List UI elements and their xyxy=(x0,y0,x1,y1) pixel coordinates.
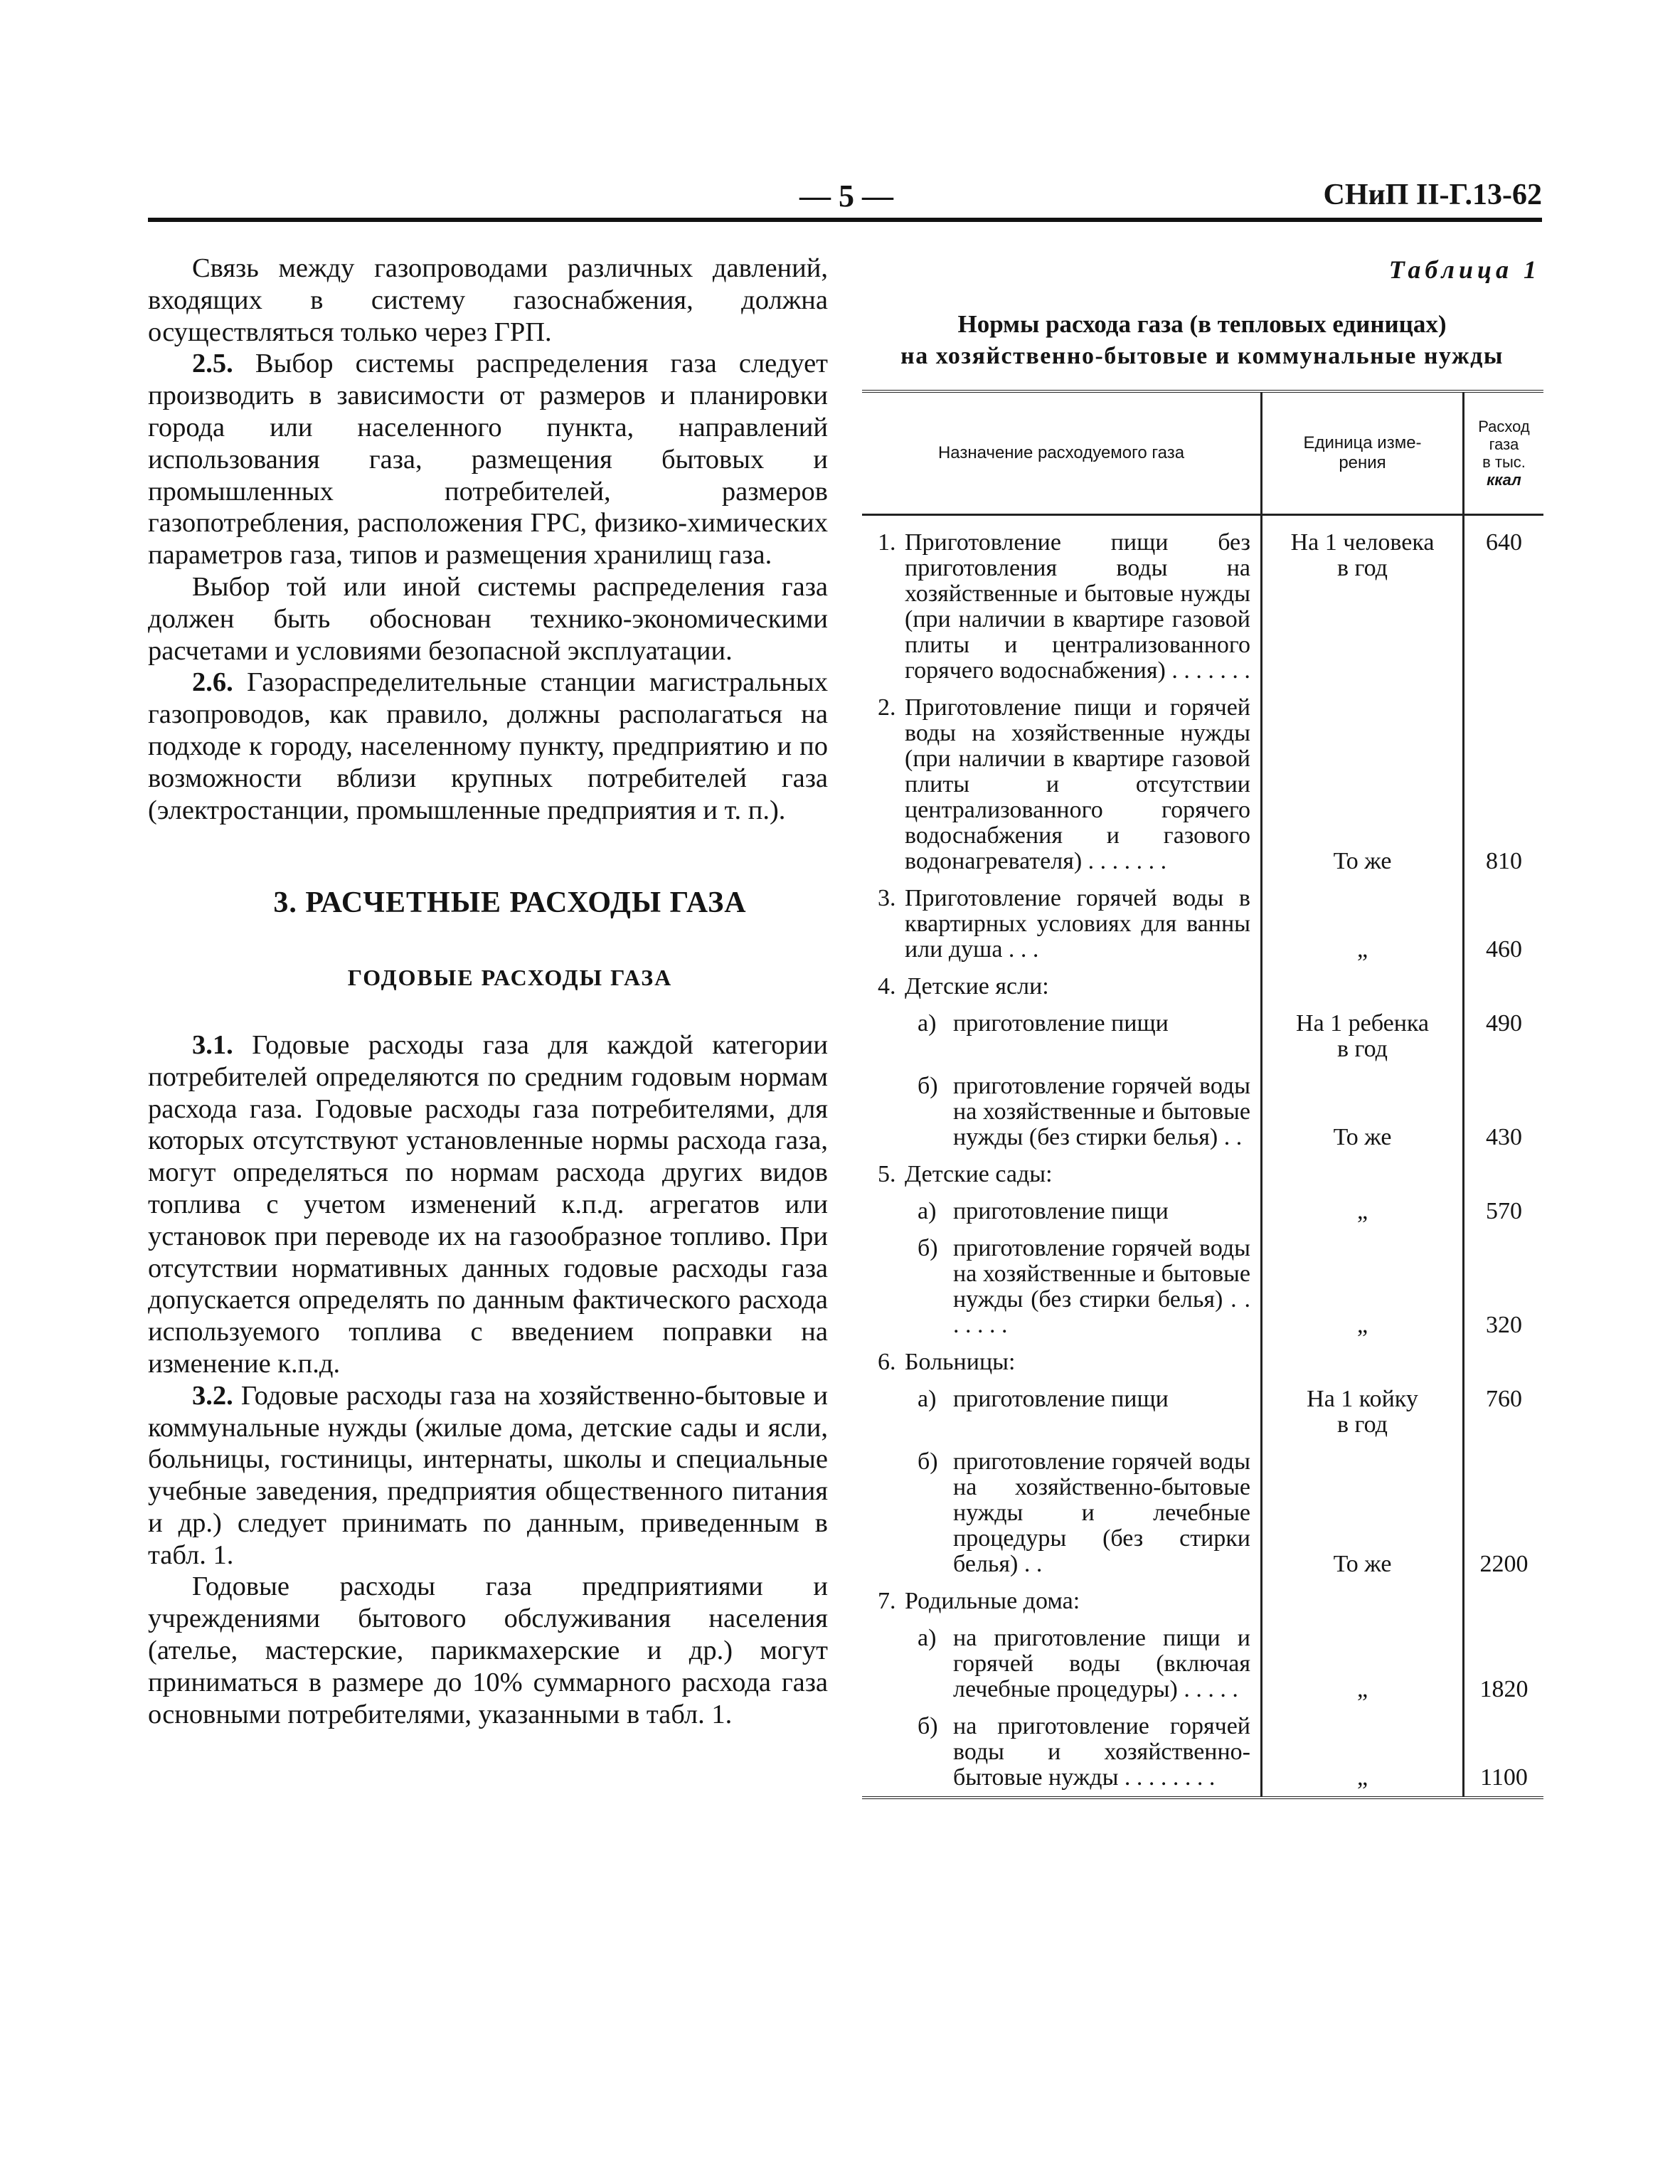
unit-text-line2: в год xyxy=(1337,1036,1388,1062)
item-number: а) xyxy=(918,1198,937,1224)
consumption-value: 1820 xyxy=(1479,1676,1529,1702)
section-title: 3. РАСЧЕТНЫЕ РАСХОДЫ ГАЗА xyxy=(273,886,747,920)
table-row xyxy=(862,1381,1543,1443)
table-row xyxy=(862,1068,1543,1156)
cell-purpose xyxy=(862,1193,1260,1230)
cell-purpose xyxy=(862,1005,1260,1068)
cell-unit xyxy=(1260,1381,1462,1443)
gas-norms-table xyxy=(862,390,1543,1799)
item-number: б) xyxy=(918,1448,938,1475)
consumption-value: 430 xyxy=(1486,1124,1522,1150)
cell-purpose xyxy=(862,1344,1260,1381)
header-gap xyxy=(862,516,1543,524)
unit-text: На 1 ребенка xyxy=(1296,1010,1429,1037)
item-number: 5. xyxy=(878,1161,896,1187)
cell-unit xyxy=(1260,1193,1462,1230)
paragraph-2-6 xyxy=(148,667,828,826)
item-text: Приготовление пищи и горячей воды на хозяйственные нужды (при наличии в квартире газовой плиты и отсутствии централизованного горячего водоснабжения и газового водонагревателя) . . . . . . . xyxy=(905,694,1250,874)
cell-value xyxy=(1462,1193,1543,1230)
cell-value xyxy=(1462,1005,1543,1068)
cell-purpose xyxy=(862,1443,1260,1583)
cell-purpose xyxy=(862,1708,1260,1796)
table-row xyxy=(862,1344,1543,1381)
table-row xyxy=(862,1443,1543,1583)
unit-text: На 1 человека xyxy=(1290,529,1435,556)
paragraph-3-1 xyxy=(148,1029,828,1380)
item-number: б) xyxy=(918,1235,938,1261)
header-unit: Единица изме- рения xyxy=(1260,393,1462,514)
item-text: Детские ясли: xyxy=(905,973,1049,1000)
item-text: приготовление пищи xyxy=(953,1386,1169,1412)
item-number: 1. xyxy=(878,529,896,556)
table-row xyxy=(862,1156,1543,1193)
cell-unit xyxy=(1260,1005,1462,1068)
item-text: Больницы: xyxy=(905,1349,1016,1375)
cell-unit xyxy=(1260,1443,1462,1583)
cell-value xyxy=(1462,1620,1543,1708)
paragraph-text: Газораспределительные станции магистральных газопроводов, как правило, должны располагаться на подходе к городу, населенному пункту, предприятию и по возможности вблизи крупных потребителей газа (электростанции, промышленные предприятия и т. п.). xyxy=(148,667,828,825)
cell-purpose xyxy=(862,1230,1260,1344)
paragraph-system-choice: Выбор той или иной системы распределения газа должен быть обоснован технико-экономическими расчетами и условиями безопасной эксплуатации. xyxy=(148,571,828,666)
header-divider xyxy=(148,218,1542,222)
cell-value xyxy=(1462,880,1543,968)
unit-text: „ xyxy=(1356,1764,1368,1791)
unit-text: „ xyxy=(1356,1676,1368,1702)
paragraph-text: Годовые расходы газа на хозяйственно-бытовые и коммунальные нужды (жилые дома, детские сады и ясли, больницы, гостиницы, интернаты, школы и специальные учебные заведения, предприятия общественного питания и др.) следует принимать по данным, приведенным в табл. 1. xyxy=(148,1380,828,1570)
item-number: а) xyxy=(918,1010,937,1037)
item-text: приготовление горячей воды на хозяйственно-бытовые нужды и лечебные процедуры (без стирки белья) . . xyxy=(953,1448,1250,1577)
item-text: приготовление пищи xyxy=(953,1198,1169,1224)
page-number: — 5 — xyxy=(799,179,893,213)
cell-purpose xyxy=(862,1156,1260,1193)
table-header-row xyxy=(862,390,1543,516)
item-text: на приготовление горячей воды и хозяйственно-бытовые нужды . . . . . . . . xyxy=(953,1713,1250,1791)
table-label: Таблица 1 xyxy=(1388,255,1541,284)
item-text: Приготовление пищи без приготовления воды на хозяйственные и бытовые нужды (при наличии в квартире газовой плиты и централизованного горячего водоснабжения) . . . . . . . xyxy=(905,529,1250,684)
cell-value xyxy=(1462,1344,1543,1381)
clause-number: 2.6. xyxy=(192,667,233,698)
cell-value xyxy=(1462,1068,1543,1156)
cell-value xyxy=(1462,968,1543,1005)
consumption-value: 320 xyxy=(1486,1312,1522,1338)
table-row xyxy=(862,689,1543,880)
header-purpose: Назначение расходуемого газа xyxy=(937,443,1185,462)
item-text: Детские сады: xyxy=(905,1161,1053,1187)
table-body xyxy=(862,524,1543,1796)
item-number: 7. xyxy=(878,1588,896,1614)
unit-text: То же xyxy=(1333,1551,1392,1577)
item-number: 3. xyxy=(878,885,896,911)
consumption-value: 570 xyxy=(1486,1198,1522,1224)
consumption-value: 490 xyxy=(1486,1010,1522,1037)
item-text: на приготовление пищи и горячей воды (включая лечебные процедуры) . . . . . xyxy=(953,1625,1250,1702)
paragraph-3-2 xyxy=(148,1380,828,1571)
item-number: 6. xyxy=(878,1349,896,1375)
cell-value xyxy=(1462,1583,1543,1620)
consumption-value: 640 xyxy=(1486,529,1522,556)
clause-number: 3.2. xyxy=(192,1380,233,1411)
cell-purpose xyxy=(862,968,1260,1005)
table-row xyxy=(862,1193,1543,1230)
consumption-value: 460 xyxy=(1486,936,1522,963)
paragraph-text: Годовые расходы газа для каждой категории потребителей определяются по средним годовым нормам расхода газа. Годовые расходы газа потребителями, для которых отсутствуют установленные нормы расхода газа, могут определяться по нормам расхода других видов топлива с учетом изменений к.п.д. агрегатов или установок при переводе их на газообразное топливо. При отсутствии нормативных данных годовые расходы газа допускается определять по данным фактического расхода используемого топлива с введением поправки на изменение к.п.д. xyxy=(148,1029,828,1379)
cell-purpose xyxy=(862,1583,1260,1620)
cell-value xyxy=(1462,689,1543,880)
paragraph-services: Годовые расходы газа предприятиями и учреждениями бытового обслуживания населения (ателье, мастерские, парикмахерские и др.) могут приниматься в размере до 10% суммарного расхода газа основными потребителями, указанными в табл. 1. xyxy=(148,1571,828,1729)
cell-value xyxy=(1462,1381,1543,1443)
paragraph-grp-connection: Связь между газопроводами различных давлений, входящих в систему газоснабжения, должна осуществляться только через ГРП. xyxy=(148,253,828,347)
table-row xyxy=(862,1230,1543,1344)
cell-unit xyxy=(1260,1156,1462,1193)
item-number: б) xyxy=(918,1073,938,1099)
item-text: приготовление пищи xyxy=(953,1010,1169,1037)
clause-number: 2.5. xyxy=(192,349,233,379)
unit-text: На 1 койку xyxy=(1307,1386,1418,1412)
clause-number: 3.1. xyxy=(192,1029,233,1060)
unit-text-line2: в год xyxy=(1337,1411,1388,1438)
cell-unit xyxy=(1260,1583,1462,1620)
item-number: а) xyxy=(918,1386,937,1412)
table-row xyxy=(862,1005,1543,1068)
cell-value xyxy=(1462,524,1543,689)
left-column-text xyxy=(148,253,828,1730)
cell-value xyxy=(1462,1443,1543,1583)
item-text: Приготовление горячей воды в квартирных условиях для ванны или душа . . . xyxy=(905,885,1250,963)
table-row xyxy=(862,968,1543,1005)
table-title: Нормы расхода газа (в тепловых единицах) xyxy=(957,310,1447,338)
subsection-title: ГОДОВЫЕ РАСХОДЫ ГАЗА xyxy=(347,965,673,991)
unit-text-line2: в год xyxy=(1337,555,1388,581)
consumption-value: 2200 xyxy=(1479,1551,1529,1577)
cell-unit xyxy=(1260,1620,1462,1708)
consumption-value: 760 xyxy=(1486,1386,1522,1412)
consumption-value: 1100 xyxy=(1480,1764,1528,1791)
cell-unit xyxy=(1260,1068,1462,1156)
cell-purpose xyxy=(862,1620,1260,1708)
table-row xyxy=(862,1620,1543,1708)
cell-unit xyxy=(1260,1708,1462,1796)
table-row xyxy=(862,1708,1543,1796)
table-subtitle: на хозяйственно-бытовые и коммунальные нужды xyxy=(900,343,1504,369)
cell-purpose xyxy=(862,880,1260,968)
cell-unit xyxy=(1260,880,1462,968)
cell-unit xyxy=(1260,968,1462,1005)
item-text: приготовление горячей воды на хозяйственные и бытовые нужды (без стирки белья) . . . . . . . xyxy=(953,1235,1250,1338)
table-row xyxy=(862,880,1543,968)
table-bottom-rule xyxy=(862,1796,1543,1799)
cell-unit xyxy=(1260,1230,1462,1344)
cell-purpose xyxy=(862,1381,1260,1443)
item-number: а) xyxy=(918,1625,937,1651)
paragraph-2-5 xyxy=(148,348,828,571)
table-row xyxy=(862,524,1543,689)
cell-purpose xyxy=(862,524,1260,689)
cell-unit xyxy=(1260,1344,1462,1381)
unit-text: То же xyxy=(1333,1124,1392,1150)
cell-value xyxy=(1462,1230,1543,1344)
cell-purpose xyxy=(862,1068,1260,1156)
paragraph-text: Выбор системы распределения газа следует производить в зависимости от размеров и планировки города или населенного пункта, направлений использования газа, размещения бытовых и промышленных потребителей, размеров газопотребления, расположения ГРС, физико-химических параметров газа, типов и размещения хранилищ газа. xyxy=(148,349,828,571)
cell-unit xyxy=(1260,524,1462,689)
cell-unit xyxy=(1260,689,1462,880)
item-number: 2. xyxy=(878,694,896,721)
unit-text: „ xyxy=(1356,1312,1368,1338)
cell-value xyxy=(1462,1156,1543,1193)
item-number: 4. xyxy=(878,973,896,1000)
header-consumption: Расход газа в тыс. ккал xyxy=(1462,393,1543,514)
consumption-value: 810 xyxy=(1486,848,1522,874)
cell-purpose xyxy=(862,689,1260,880)
cell-value xyxy=(1462,1708,1543,1796)
item-text: Родильные дома: xyxy=(905,1588,1080,1614)
item-text: приготовление горячей воды на хозяйственные и бытовые нужды (без стирки белья) . . xyxy=(953,1073,1250,1150)
unit-text: То же xyxy=(1333,848,1392,874)
unit-text: „ xyxy=(1356,936,1368,963)
table-row xyxy=(862,1583,1543,1620)
document-code: СНиП II-Г.13-62 xyxy=(1323,179,1542,211)
unit-text: „ xyxy=(1356,1198,1368,1224)
item-number: б) xyxy=(918,1713,938,1739)
